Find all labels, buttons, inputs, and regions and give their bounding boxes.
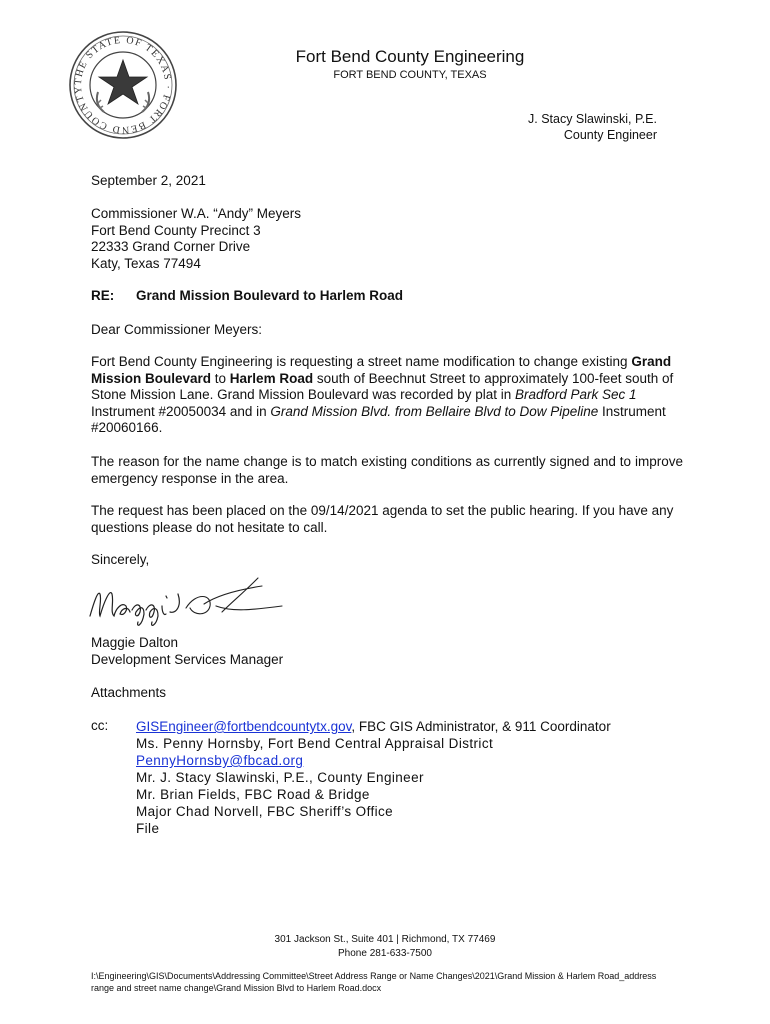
cc-line-1-rest: , FBC GIS Administrator, & 911 Coordinator: [351, 719, 611, 734]
recipient-address: [91, 206, 301, 272]
cc-list: [136, 718, 611, 837]
seal-ring-text: THE STATE OF TEXAS · FORT BEND COUNTY: [72, 34, 174, 136]
cc-line-1: [136, 718, 611, 735]
signature-block: [91, 634, 283, 668]
cc-line-3: [136, 752, 611, 769]
document-file-path: I:\Engineering\GIS\Documents\Addressing Committee\Street Address Range or Name Changes\2021\Grand Mission & Harlem Road_address range and street name change\Grand Mission Blvd to Harlem Road.docx: [91, 971, 657, 993]
re-subject: Grand Mission Boulevard to Harlem Road: [136, 288, 404, 303]
cc-label: cc:: [91, 718, 109, 733]
cc-line-6: Major Chad Norvell, FBC Sheriff’s Office: [136, 804, 394, 819]
engineer-name: J. Stacy Slawinski, P.E.: [528, 112, 657, 126]
footer-phone: Phone 281-633-7500: [338, 948, 432, 959]
p1-text-4: Instrument #20050034 and in: [91, 403, 271, 419]
attachments-label: Attachments: [91, 685, 167, 700]
p1-text-3: south of Beechnut Street to approximately 100-feet south of Stone Mission Lane. Grand Mission Boulevard was recorded by plat in: [91, 370, 674, 402]
recipient-street: 22333 Grand Corner Drive: [91, 239, 251, 254]
letter-date: September 2, 2021: [91, 173, 206, 188]
footer-address: 301 Jackson St., Suite 401 | Richmond, TX 77469: [274, 934, 496, 945]
re-label: RE:: [91, 288, 115, 303]
cc-line-7: File: [136, 821, 160, 836]
p1-plat-2: Grand Mission Blvd. from Bellaire Blvd to Dow Pipeline: [270, 403, 599, 419]
cc-line-5: Mr. Brian Fields, FBC Road & Bridge: [136, 787, 370, 802]
p1-new-street-name: Harlem Road: [229, 370, 314, 386]
recipient-city: Katy, Texas 77494: [91, 255, 201, 271]
engineer-title: County Engineer: [563, 128, 657, 142]
body-paragraph-2: The reason for the name change is to match existing conditions as currently signed and to improve emergency response in the area.: [91, 454, 683, 486]
p1-text-5: Instrument #20060166.: [91, 403, 666, 435]
closing: Sincerely,: [91, 552, 150, 567]
p1-plat-1: Bradford Park Sec 1: [514, 387, 637, 402]
recipient-office: Fort Bend County Precinct 3: [91, 222, 261, 238]
handwritten-signature: [86, 572, 286, 628]
gis-engineer-email-link[interactable]: GISEngineer@fortbendcountytx.gov: [136, 719, 352, 734]
cc-line-2: Ms. Penny Hornsby, Fort Bend Central Appraisal District: [136, 736, 494, 751]
cc-line-4: Mr. J. Stacy Slawinski, P.E., County Engineer: [136, 770, 424, 785]
signer-name: Maggie Dalton: [91, 635, 179, 650]
letter-footer: [0, 933, 770, 961]
p1-text-2: to: [211, 370, 230, 386]
letterhead-title: Fort Bend County Engineering: [295, 47, 525, 66]
letterhead-subtitle: FORT BEND COUNTY, TEXAS: [333, 69, 487, 81]
penny-hornsby-email-link[interactable]: PennyHornsby@fbcad.org: [136, 753, 304, 768]
recipient-name: Commissioner W.A. “Andy” Meyers: [91, 206, 302, 221]
p1-old-street-name: Grand Mission Boulevard: [91, 354, 672, 386]
signer-title: Development Services Manager: [91, 652, 284, 667]
body-paragraph-3: The request has been placed on the 09/14/2021 agenda to set the public hearing. If you have any questions please do not hesitate to call.: [91, 503, 674, 535]
p1-text-1: Fort Bend County Engineering is requesting a street name modification to change existing: [91, 354, 632, 369]
salutation: Dear Commissioner Meyers:: [91, 322, 263, 337]
county-engineer-block: [528, 111, 657, 143]
body-paragraph-1: [91, 354, 683, 437]
